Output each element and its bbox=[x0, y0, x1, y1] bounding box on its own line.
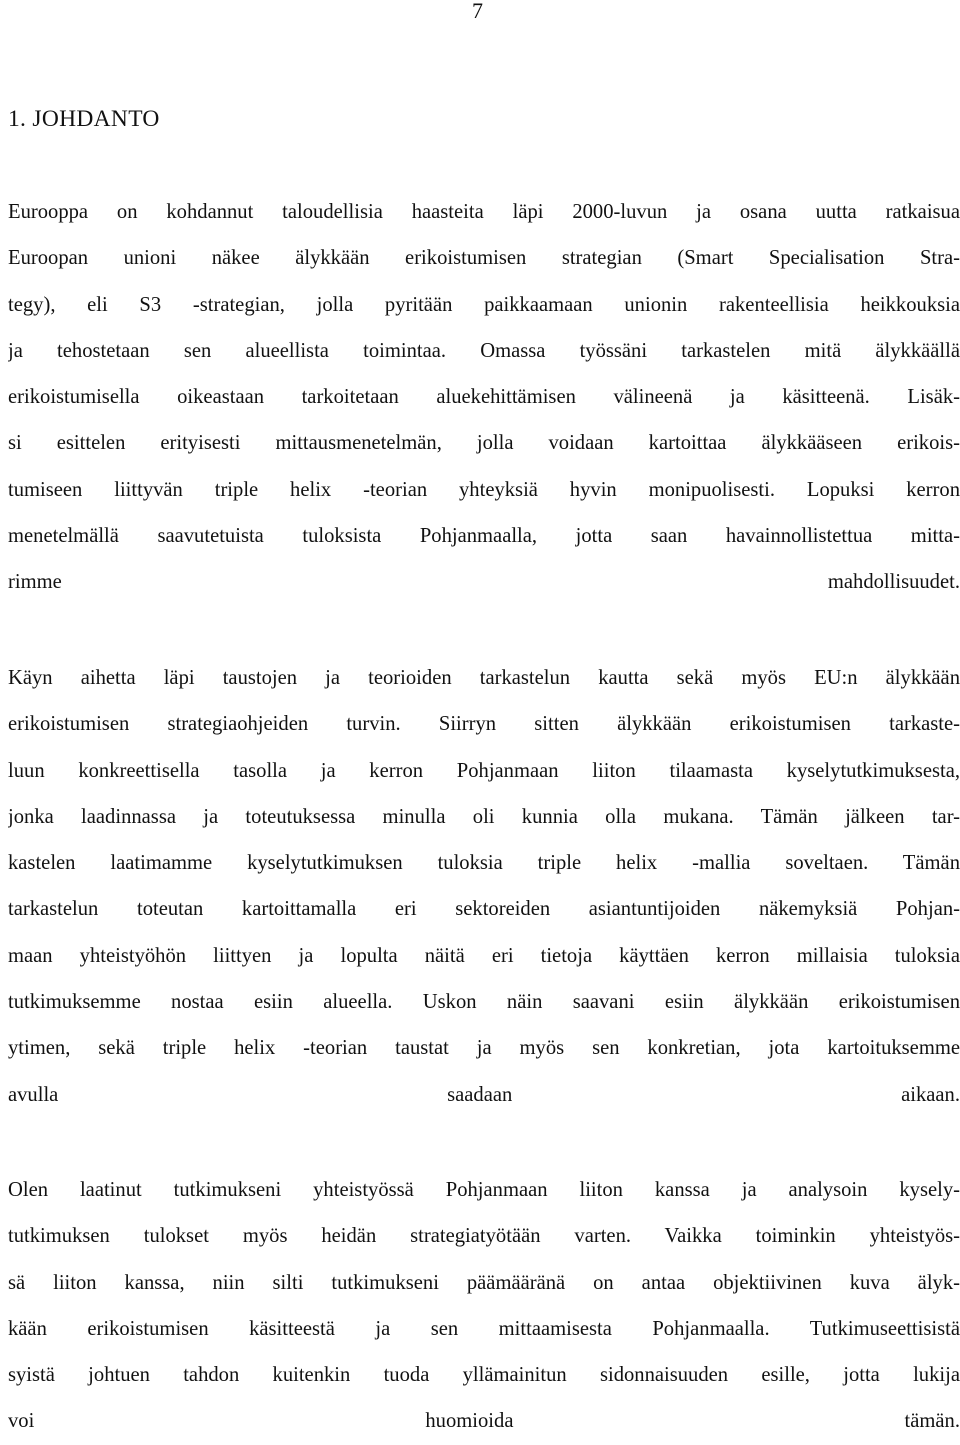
paragraph-line: kastelen laatimamme kyselytutkimuksen tuloksia triple helix -mallia soveltaen. Tämän bbox=[8, 852, 960, 875]
paragraph-line: jonka laadinnassa ja toteutuksessa minulla oli kunnia olla mukana. Tämän jälkeen tar- bbox=[8, 805, 960, 828]
paragraph-line: tutkimuksen tulokset myös heidän strategiatyötään varten. Vaikka toiminkin yhteistyös- bbox=[8, 1225, 960, 1248]
paragraph-line: Olen laatinut tutkimukseni yhteistyössä Pohjanmaan liiton kanssa ja analysoin kysely- bbox=[8, 1179, 960, 1201]
paragraph-line: rimme mahdollisuudet. bbox=[8, 571, 960, 594]
paragraph-line: luun konkreettisella tasolla ja kerron Pohjanmaan liiton tilaamasta kyselytutkimuksesta, bbox=[8, 759, 960, 782]
paragraph-line: ytimen, sekä triple helix -teorian taustat ja myös sen konkretian, jota kartoituksemme bbox=[8, 1037, 960, 1060]
paragraph-line: Käyn aihetta läpi taustojen ja teorioiden tarkastelun kautta sekä myös EU:n älykkään bbox=[8, 667, 960, 689]
paragraph-line: kään erikoistumisen käsitteestä ja sen mittaamisesta Pohjanmaalla. Tutkimuseettisistä bbox=[8, 1317, 960, 1340]
paragraph-line: Euroopan unioni näkee älykkään erikoistumisen strategian (Smart Specialisation Stra- bbox=[8, 247, 960, 270]
paragraph-line: erikoistumisen strategiaohjeiden turvin. Siirryn sitten älykkään erikoistumisen tarkaste- bbox=[8, 713, 960, 736]
paragraph-line: menetelmällä saavutetuista tuloksista Pohjanmaalla, jotta saan havainnollistettua mitta- bbox=[8, 525, 960, 548]
paragraph-line: syistä johtuen tahdon kuitenkin tuoda yllämainitun sidonnaisuuden esille, jotta lukija bbox=[8, 1364, 960, 1387]
chapter-heading: 1. JOHDANTO bbox=[8, 106, 160, 132]
page-number: 7 bbox=[472, 0, 483, 23]
paragraph-line: ja tehostetaan sen alueellista toimintaa. Omassa työssäni tarkastelen mitä älykkäällä bbox=[8, 339, 960, 362]
paragraph-line: tegy), eli S3 -strategian, jolla pyritään paikkaamaan unionin rakenteellisia heikkouksia bbox=[8, 293, 960, 316]
paragraph-3 bbox=[8, 1167, 960, 1445]
paragraph-line: tarkastelun toteutan kartoittamalla eri sektoreiden asiantuntijoiden näkemyksiä Pohjan- bbox=[8, 898, 960, 921]
paragraph-line: Eurooppa on kohdannut taloudellisia haasteita läpi 2000-luvun ja osana uutta ratkaisua bbox=[8, 201, 960, 223]
paragraph-line: voi huomioida tämän. bbox=[8, 1410, 960, 1433]
paragraph-line: maan yhteistyöhön liittyen ja lopulta näitä eri tietoja käyttäen kerron millaisia tuloksia bbox=[8, 944, 960, 967]
paragraph-line: tumiseen liittyvän triple helix -teorian yhteyksiä hyvin monipuolisesti. Lopuksi kerron bbox=[8, 478, 960, 501]
paragraph-line: si esittelen erityisesti mittausmenetelmän, jolla voidaan kartoittaa älykkääseen erikois- bbox=[8, 432, 960, 455]
paragraph-line: sä liiton kanssa, niin silti tutkimukseni päämääränä on antaa objektiivinen kuva älyk- bbox=[8, 1271, 960, 1294]
paragraph-line: erikoistumisella oikeastaan tarkoitetaan aluekehittämisen välineenä ja käsitteenä. Lisäk- bbox=[8, 386, 960, 409]
paragraph-line: tutkimuksemme nostaa esiin alueella. Uskon näin saavani esiin älykkään erikoistumisen bbox=[8, 991, 960, 1014]
paragraph-1 bbox=[8, 189, 960, 606]
paragraph-line: avulla saadaan aikaan. bbox=[8, 1083, 960, 1106]
paragraph-2 bbox=[8, 655, 960, 1118]
